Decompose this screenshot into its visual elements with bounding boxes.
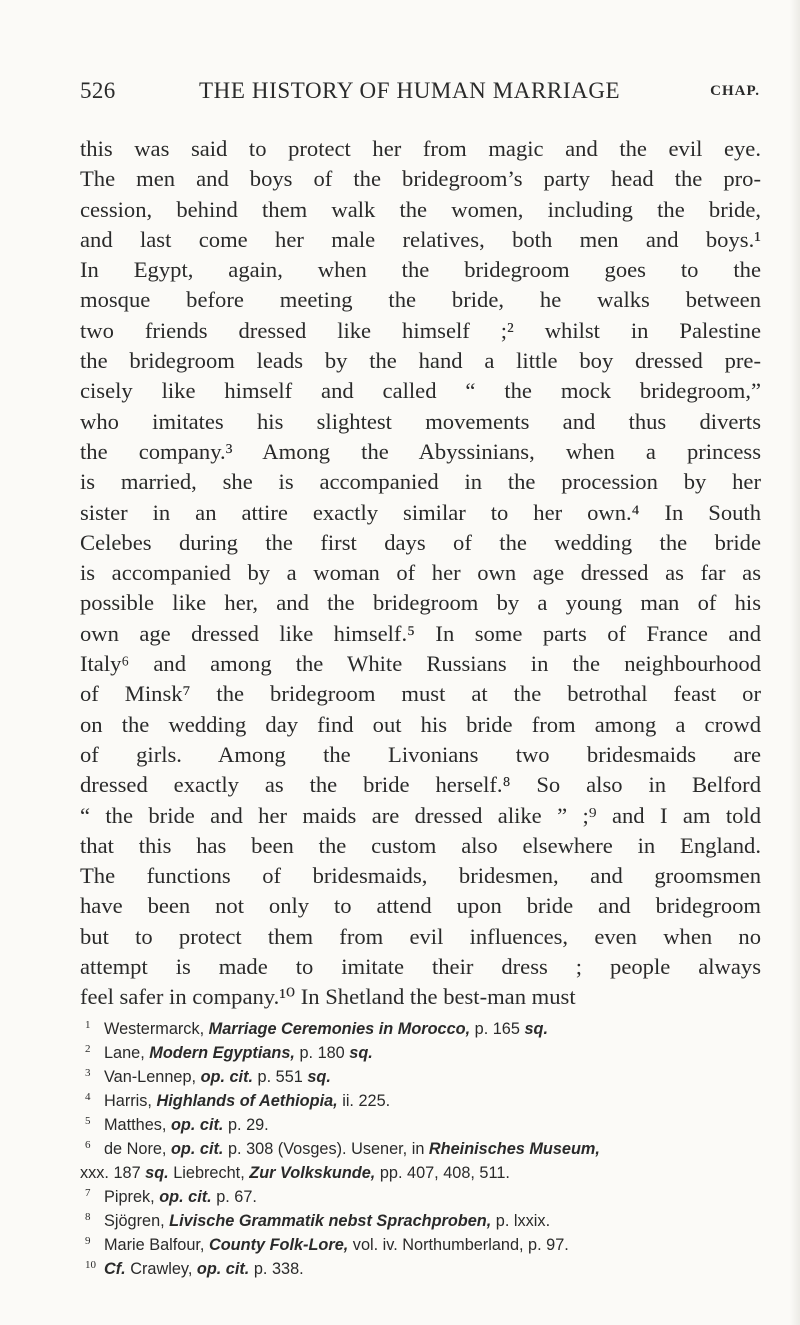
footnote-text: Van-Lennep, — [104, 1068, 201, 1086]
body-line: In Egypt, again, when the bridegroom goes to the — [80, 257, 761, 283]
body-line: sister in an attire exactly similar to her own.⁴ In South — [80, 499, 761, 525]
body-line: that this has been the custom also elsewhere in England. — [80, 832, 761, 858]
footnote-text: p. 165 — [470, 1020, 525, 1038]
footnote-italic-text: Highlands of Aethiopia, — [156, 1092, 338, 1110]
footnote-number: 2 — [85, 1043, 91, 1055]
body-line: and last come her male relatives, both men and boys.¹ — [80, 226, 761, 252]
body-line: on the wedding day find out his bride from among a crowd — [80, 711, 761, 737]
body-line: is accompanied by a woman of her own age dressed as far as — [80, 560, 761, 586]
running-header — [80, 72, 760, 112]
body-line: cisely like himself and called “ the mock bridegroom,” — [80, 378, 761, 404]
footnote-italic-text: Rheinisches Museum, — [428, 1140, 600, 1158]
body-line: two friends dressed like himself ;² whilst in Palestine — [80, 317, 761, 343]
footnote-italic-text: op. cit. — [170, 1140, 224, 1158]
footnote-italic-text: op. cit. — [196, 1260, 250, 1278]
body-line: possible like her, and the bridegroom by a young man of his — [80, 590, 761, 616]
footnote-text: p. 338. — [249, 1260, 304, 1278]
footnote-text: de Nore, — [104, 1140, 171, 1158]
footnote-text: ii. 225. — [337, 1092, 391, 1110]
footnote — [80, 1233, 763, 1257]
footnote-number: 9 — [85, 1235, 91, 1247]
footnote-italic-text: Modern Egyptians, — [149, 1044, 295, 1062]
footnote — [80, 1041, 763, 1065]
running-title: THE HISTORY OF HUMAN MARRIAGE — [199, 78, 621, 103]
footnote — [80, 1065, 763, 1089]
footnote-text: p. 180 — [294, 1044, 350, 1062]
footnote-text: Harris, — [104, 1092, 157, 1110]
body-line: “ the bride and her maids are dressed alike ” ;⁹ and I am told — [80, 802, 761, 828]
footnote-continuation — [80, 1161, 763, 1185]
footnote-text: xxx. 187 — [80, 1164, 146, 1182]
footnote-number: 7 — [85, 1187, 91, 1199]
footnote-text: p. 29. — [223, 1116, 269, 1134]
footnote-text: p. 551 — [253, 1068, 308, 1086]
footnote-italic-text: sq. — [524, 1020, 548, 1038]
footnote-number: 3 — [85, 1067, 91, 1079]
body-line: own age dressed like himself.⁵ In some parts of France and — [80, 620, 761, 646]
footnote-text: p. lxxix. — [491, 1212, 551, 1230]
body-text — [80, 134, 761, 1013]
body-line: cession, behind them walk the women, including the bride, — [80, 196, 761, 222]
body-line: of girls. Among the Livonians two bridesmaids are — [80, 741, 761, 767]
body-line: the company.³ Among the Abyssinians, when a princess — [80, 438, 761, 464]
body-line: attempt is made to imitate their dress ; people always — [80, 954, 761, 980]
footnote-number: 5 — [85, 1115, 91, 1127]
footnote-italic-text: Livische Grammatik nebst Sprachproben, — [169, 1212, 492, 1230]
footnote-text: Matthes, — [104, 1116, 171, 1134]
footnote-text: Westermarck, — [104, 1020, 209, 1038]
body-line: this was said to protect her from magic and the evil eye. — [80, 136, 761, 161]
footnote-number: 4 — [85, 1091, 91, 1103]
footnote — [80, 1113, 763, 1137]
footnote-text: pp. 407, 408, 511. — [375, 1164, 510, 1182]
footnote — [80, 1017, 763, 1041]
footnote-italic-text: sq. — [307, 1068, 331, 1086]
body-line: of Minsk⁷ the bridegroom must at the betrothal feast or — [80, 681, 761, 707]
footnote-text: Sjögren, — [104, 1212, 170, 1230]
footnote-italic-text: op. cit. — [170, 1116, 224, 1134]
footnote-italic-text: op. cit. — [200, 1068, 254, 1086]
footnote-text: Liebrecht, — [168, 1164, 250, 1182]
footnote-italic-text: sq. — [349, 1044, 373, 1062]
footnote — [80, 1137, 763, 1161]
footnote-italic-text: Zur Volkskunde, — [249, 1164, 376, 1182]
footnote-text: p. 67. — [211, 1188, 257, 1206]
footnote-italic-text: op. cit. — [159, 1188, 212, 1206]
body-line: is married, she is accompanied in the procession by her — [80, 469, 761, 495]
footnote-italic-text: Cf. — [104, 1260, 126, 1278]
body-line: The men and boys of the bridegroom’s party head the pro- — [80, 166, 761, 192]
footnote-italic-text: sq. — [145, 1164, 169, 1182]
footnote-number: 1 — [85, 1019, 91, 1031]
footnote-italic-text: County Folk-Lore, — [208, 1236, 349, 1254]
footnote-number: 8 — [85, 1211, 91, 1223]
footnote-text: Piprek, — [104, 1188, 160, 1206]
body-line: dressed exactly as the bride herself.⁸ So also in Belford — [80, 772, 761, 798]
body-line: mosque before meeting the bride, he walks between — [80, 287, 761, 313]
footnote-number: 10 — [85, 1259, 96, 1271]
footnote — [80, 1185, 763, 1209]
footnote — [80, 1257, 763, 1281]
footnote-text: Lane, — [104, 1044, 150, 1062]
body-line: feel safer in company.¹⁰ In Shetland the best-man must — [80, 984, 576, 1010]
footnote-number: 6 — [85, 1139, 91, 1151]
body-line: but to protect them from evil influences, even when no — [80, 923, 761, 949]
body-line: have been not only to attend upon bride and bridegroom — [80, 893, 761, 919]
page-number: 526 — [80, 78, 116, 103]
footnote — [80, 1089, 763, 1113]
footnote — [80, 1209, 763, 1233]
footnote-text: Crawley, — [125, 1260, 197, 1278]
chapter-label: CHAP. — [710, 83, 760, 99]
body-line: the bridegroom leads by the hand a little boy dressed pre- — [80, 348, 761, 374]
footnote-text: Marie Balfour, — [104, 1236, 209, 1254]
footnote-text: vol. iv. Northumberland, p. 97. — [348, 1236, 569, 1254]
page-edge-shadow — [790, 0, 800, 1325]
body-line: Celebes during the first days of the wedding the bride — [80, 529, 761, 555]
footnotes — [80, 1017, 763, 1281]
footnote-italic-text: Marriage Ceremonies in Morocco, — [208, 1020, 471, 1038]
footnote-text: p. 308 (Vosges). Usener, in — [223, 1140, 429, 1158]
body-line: Italy⁶ and among the White Russians in the neighbourhood — [80, 651, 761, 677]
body-line: who imitates his slightest movements and thus diverts — [80, 408, 761, 434]
body-line: The functions of bridesmaids, bridesmen, and groomsmen — [80, 863, 761, 889]
